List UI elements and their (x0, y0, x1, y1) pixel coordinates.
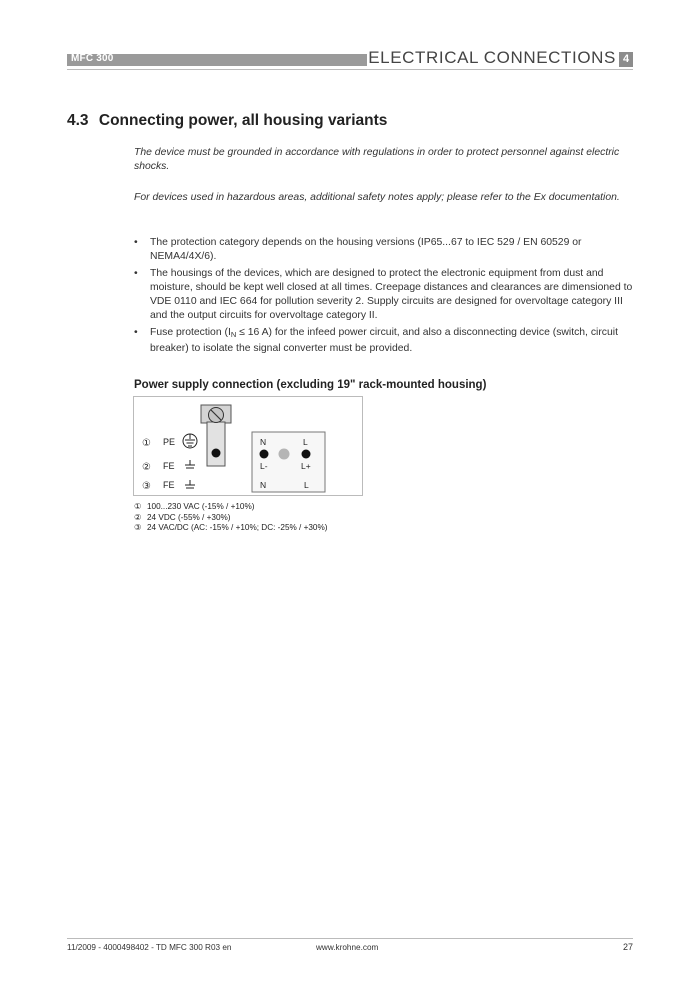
row-label-fe: FE (163, 480, 175, 490)
terminal-label-l-plus: L+ (301, 461, 311, 471)
terminal-dot-center (279, 449, 290, 460)
power-connection-diagram (133, 396, 363, 496)
pe-terminal-dot (212, 449, 221, 458)
legend-text: 24 VAC/DC (AC: -15% / +10%; DC: -25% / +30%) (147, 523, 328, 532)
figure-legend (134, 502, 328, 534)
row-label-pe: PE (163, 437, 176, 447)
terminal-label-n: N (260, 437, 267, 447)
section-title: Connecting power, all housing variants (98, 112, 388, 129)
document-reference: 11/2009 - 4000498402 - TD MFC 300 R03 en (67, 943, 232, 952)
list-item (134, 236, 634, 264)
footer-divider (67, 938, 633, 939)
header-divider (67, 69, 633, 70)
section-heading (67, 112, 387, 130)
terminal-dot-right (302, 450, 311, 459)
figure-title: Power supply connection (excluding 19" rack-mounted housing) (134, 379, 487, 391)
chapter-number: 4 (619, 52, 633, 67)
section-number: 4.3 (67, 112, 89, 129)
list-item (134, 326, 634, 356)
terminal-label-n: N (260, 480, 267, 490)
list-item-text: The housings of the devices, which are designed to protect the electronic equipment from dust and moisture, should be kept well closed at all times. Creepage distances and clearances are dimensioned to VDE 0110 and IEC 664 for pollution severity 2. Supply circuits are designed for overvoltage category III and the output circuits for overvoltage category II. (150, 268, 633, 321)
list-item (134, 267, 634, 323)
terminal-dot-left (260, 450, 269, 459)
legend-marker: ① (134, 502, 142, 511)
list-item-text: ≤ 16 A) for the infeed power circuit, and also a disconnecting device (switch, circuit breaker) to isolate the signal converter must be provided. (150, 327, 618, 354)
page-number: 27 (622, 942, 633, 952)
terminal-label-l-minus: L- (260, 461, 268, 471)
legend-text: 24 VDC (-55% / +30%) (147, 512, 231, 522)
subscript: N (230, 330, 237, 339)
safety-note-hazardous: For devices used in hazardous areas, additional safety notes apply; please refer to the Ex documentation. (134, 192, 620, 203)
legend-marker: ③ (134, 523, 142, 532)
row-label-fe: FE (163, 461, 175, 471)
power-terminal-block (252, 432, 325, 492)
chapter-title: ELECTRICAL CONNECTIONS (368, 48, 616, 67)
list-item-text: Fuse protection (I (150, 327, 231, 338)
row-marker-1: ① (142, 438, 151, 449)
product-name: MFC 300 (71, 53, 114, 64)
list-item-text: The protection category depends on the housing versions (IP65...67 to IEC 529 / EN 60529 or NEMA4/4X/6). (150, 237, 582, 262)
legend-item (134, 502, 328, 513)
website-link[interactable]: www.krohne.com (316, 943, 379, 952)
terminal-label-l: L (304, 480, 309, 490)
terminal-label-l: L (303, 437, 308, 447)
header-bar (67, 54, 367, 66)
requirements-list (134, 236, 634, 359)
safety-note-grounding: The device must be grounded in accordance with regulations in order to protect personnel against electric shocks. (134, 147, 620, 172)
row-marker-2: ② (142, 462, 151, 473)
legend-text: 100...230 VAC (-15% / +10%) (147, 502, 255, 511)
row-marker-3: ③ (142, 481, 151, 492)
legend-marker: ② (134, 512, 142, 522)
legend-item (134, 513, 328, 524)
legend-item (134, 523, 328, 534)
